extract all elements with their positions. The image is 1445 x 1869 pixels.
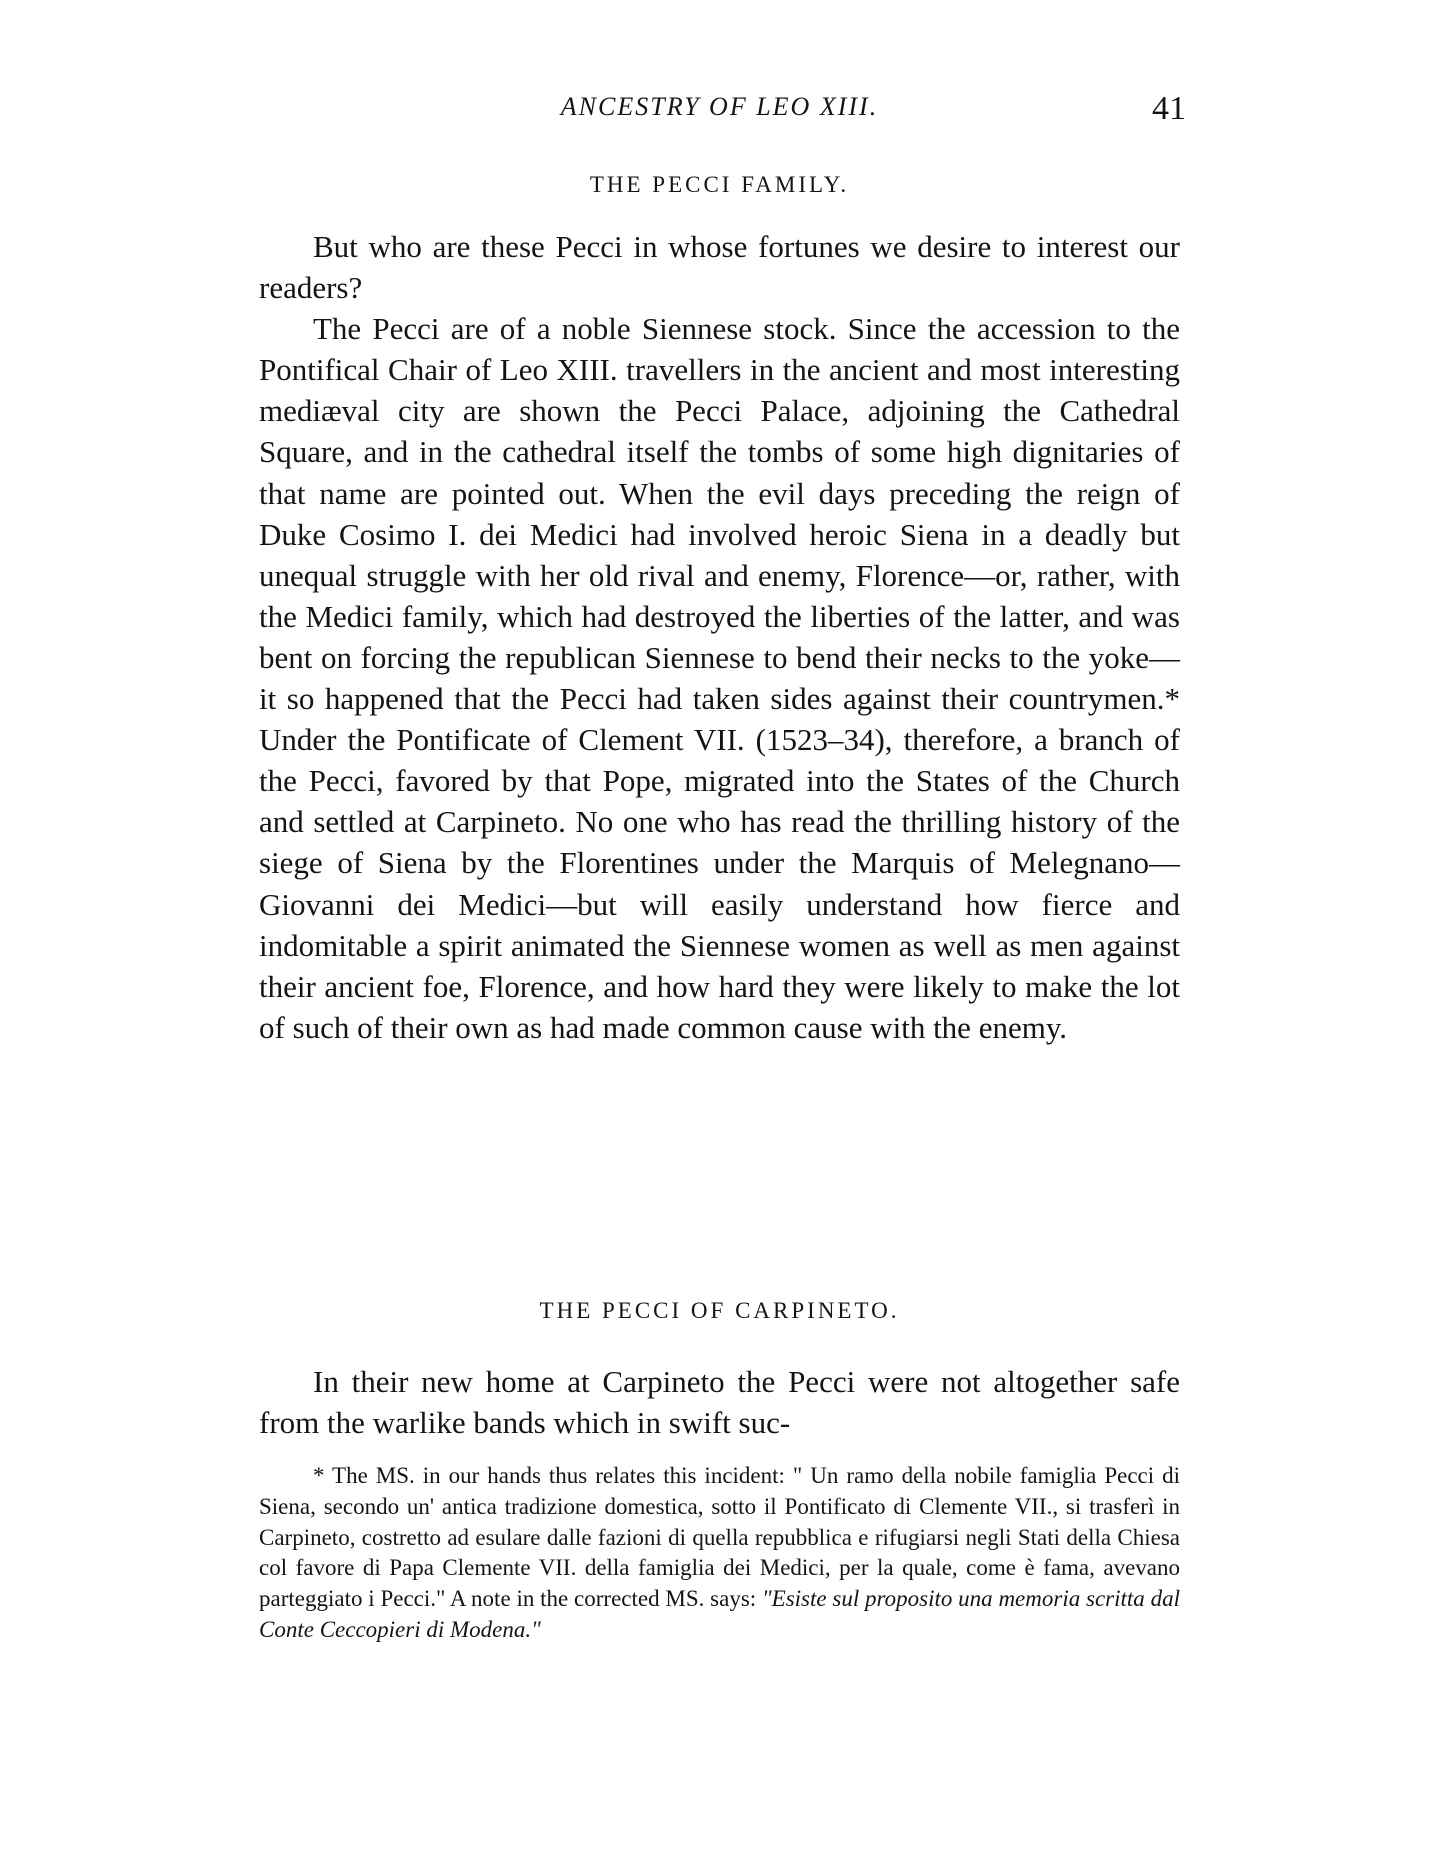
footnote [259, 1461, 1180, 1646]
paragraph: But who are these Pecci in whose fortunes we desire to interest our readers? [259, 229, 1180, 306]
section-heading-pecci-family: THE PECCI FAMILY. [589, 172, 850, 197]
footnote-text: * The MS. in our hands thus relates this incident: " Un ramo della nobile famiglia Pecci di Siena, secondo un' antica tradizione domestica, sotto il Pontificato di Clemente VII., si trasferì in Carpineto, costretto ad esulare dalle fazioni di quella repubblica e rifugiarsi negli Stati della Chiesa col favore di Papa Clemente VII. della famiglia dei Medici, per la quale, come è fama, avevano parteggiato i Pecci." A note in the corrected MS. says: [259, 1463, 1180, 1612]
section-body-pecci-of-carpineto [259, 1361, 1180, 1443]
page-number: 41 [1152, 90, 1186, 127]
footnote-paragraph [259, 1461, 1180, 1646]
section-heading-pecci-of-carpineto: THE PECCI OF CARPINETO. [539, 1298, 900, 1323]
paragraph: The Pecci are of a noble Siennese stock. Since the accession to the Pontifical Chair of Leo XIII. travellers in the ancient and most interesting mediæval city are shown the Pecci Palace, adjoining the Cathedral Square, and in the cathedral itself the tombs of some high dignitaries of that name are pointed out. When the evil days preceding the reign of Duke Cosimo I. dei Medici had involved heroic Siena in a deadly but unequal struggle with her old rival and enemy, Florence—or, rather, with the Medici family, which had destroyed the liberties of the latter, and was bent on forcing the republican Siennese to bend their necks to the yoke—it so happened that the Pecci had taken sides against their countrymen.* Under the Pontificate of Clement VII. (1523–34), therefore, a branch of the Pecci, favored by that Pope, migrated into the States of the Church and settled at Carpineto. No one who has read the thrilling history of the siege of Siena by the Florentines under the Marquis of Melegnano—Giovanni dei Medici—but will easily understand how fierce and indomitable a spirit animated the Siennese women as well as men against their ancient foe, Florence, and how hard they were likely to make the lot of such of their own as had made common cause with the enemy. [259, 311, 1180, 1045]
paragraph: In their new home at Carpineto the Pecci were not altogether safe from the warlike bands which in swift suc- [259, 1364, 1180, 1441]
footnote-italic-quote: "Esiste sul proposito una memoria scritta dal Conte Ceccopieri di Modena." [259, 1586, 1180, 1642]
running-header [259, 90, 1186, 130]
section-body-pecci-family [259, 226, 1180, 1048]
running-title: ANCESTRY OF LEO XIII. [560, 92, 879, 121]
